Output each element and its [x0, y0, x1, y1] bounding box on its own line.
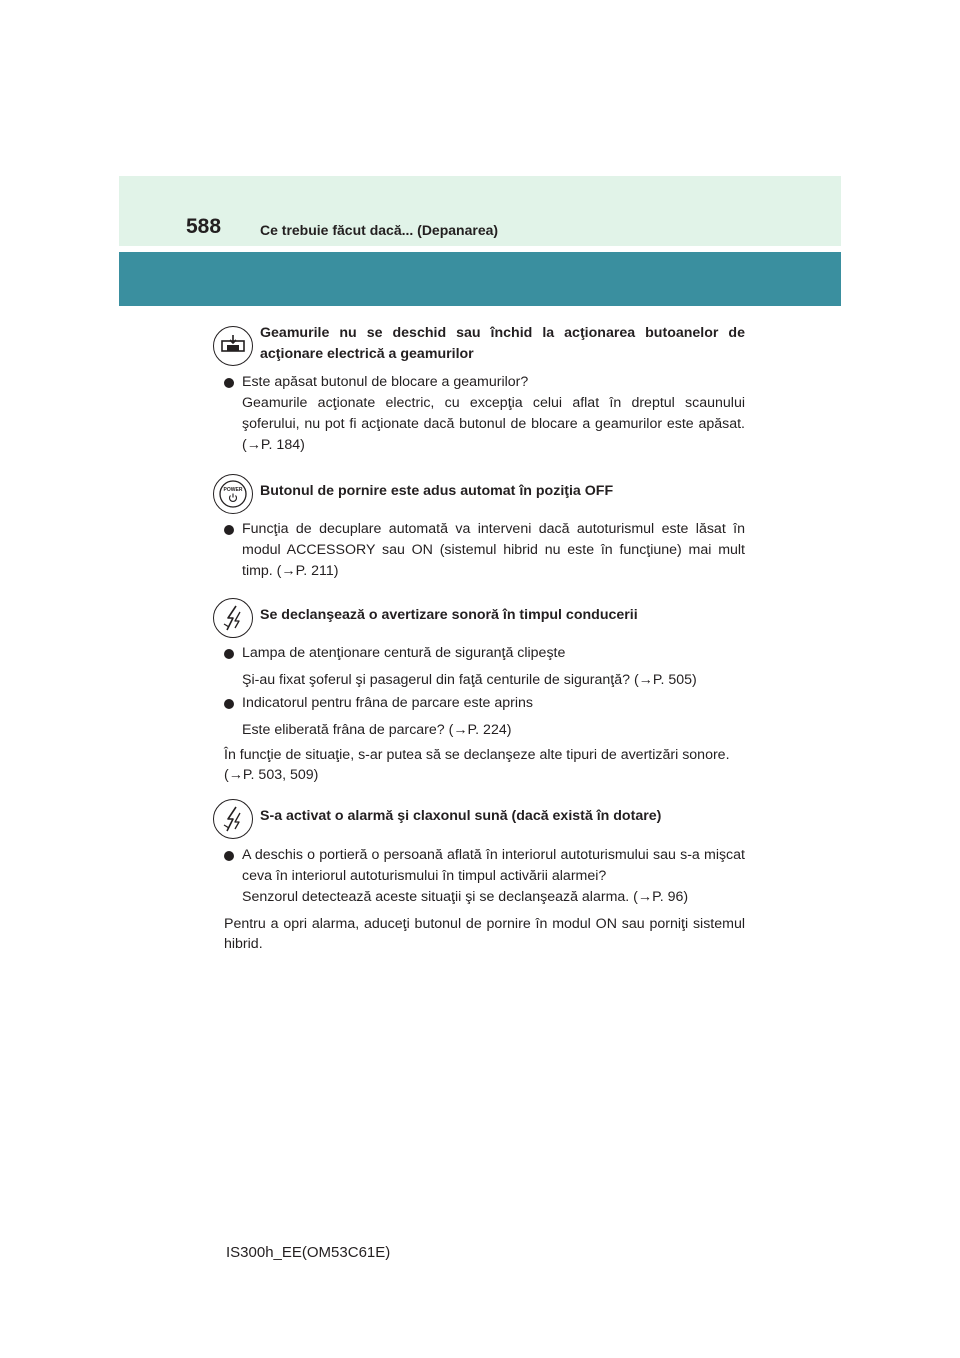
note-alarm: Pentru a opri alarma, aduceţi butonul de pornire în modul ON sau porniţi sistemul hibrid.: [224, 916, 745, 952]
list-item: Lampa de atenţionare centură de siguranţă clipeşte: [224, 643, 745, 664]
note-buzzer: În funcţie de situaţie, s-ar putea să se declanşeze alte tipuri de avertizări sonore. (→P. 503, 509): [224, 747, 730, 783]
manual-code: IS300h_EE(OM53C61E): [226, 1244, 391, 1261]
answer-windows: Geamurile acţionate electric, cu excepţia celui aflat în dreptul scaunului şoferului, nu pot fi acţionate dacă butonul de blocare a geamurilor este apăsat. (→P. 184): [242, 395, 745, 453]
list-item: Este apăsat butonul de blocare a geamurilor?: [224, 372, 745, 393]
section-title-power: Butonul de pornire este adus automat în poziţia OFF: [260, 483, 614, 499]
power-button-icon: [213, 474, 253, 514]
answer-parking-brake: Este eliberată frâna de parcare? (→P. 224): [242, 722, 512, 738]
svg-text:POWER: POWER: [223, 487, 243, 493]
section-title-buzzer: Se declanşează o avertizare sonoră în timpul conducerii: [260, 607, 638, 623]
chapter-title: Ce trebuie făcut dacă... (Depanarea): [260, 222, 499, 238]
bullet-dot: [224, 378, 234, 388]
alarm-horn-icon: [213, 799, 253, 839]
page-number: 588: [186, 215, 222, 238]
section-title-alarm: S-a activat o alarmă şi claxonul sună (dacă există în dotare): [260, 808, 662, 824]
bullet-dot: [224, 699, 234, 709]
bullet-dot: [224, 851, 234, 861]
list-item: A deschis o portieră o persoană aflată în interiorul autoturismului sau s-a mişcat ceva în interiorul autoturismului în timpul activării alarmei? Senzorul detectează aceste situaţii şi se declanşează alarma. (→P. 96): [224, 845, 745, 908]
window-switch-icon: [213, 326, 253, 366]
list-item: Funcţia de decuplare automată va interveni dacă autoturismul este lăsat în modul ACCESSORY sau ON (sistemul hibrid nu este în funcţiune) mai mult timp. (→P. 211): [224, 519, 745, 582]
warning-buzzer-icon: [213, 598, 253, 638]
section-title-windows: Geamurile nu se deschid sau închid la acţionarea butoanelor de acţionare electrică a geamurilor: [260, 325, 745, 362]
answer-seatbelt: Şi-au fixat şoferul şi pasagerul din faţă centurile de siguranţă? (→P. 505): [242, 672, 697, 688]
bullet-dot: [224, 649, 234, 659]
list-item: Indicatorul pentru frâna de parcare este aprins: [224, 693, 745, 714]
bullet-dot: [224, 525, 234, 535]
